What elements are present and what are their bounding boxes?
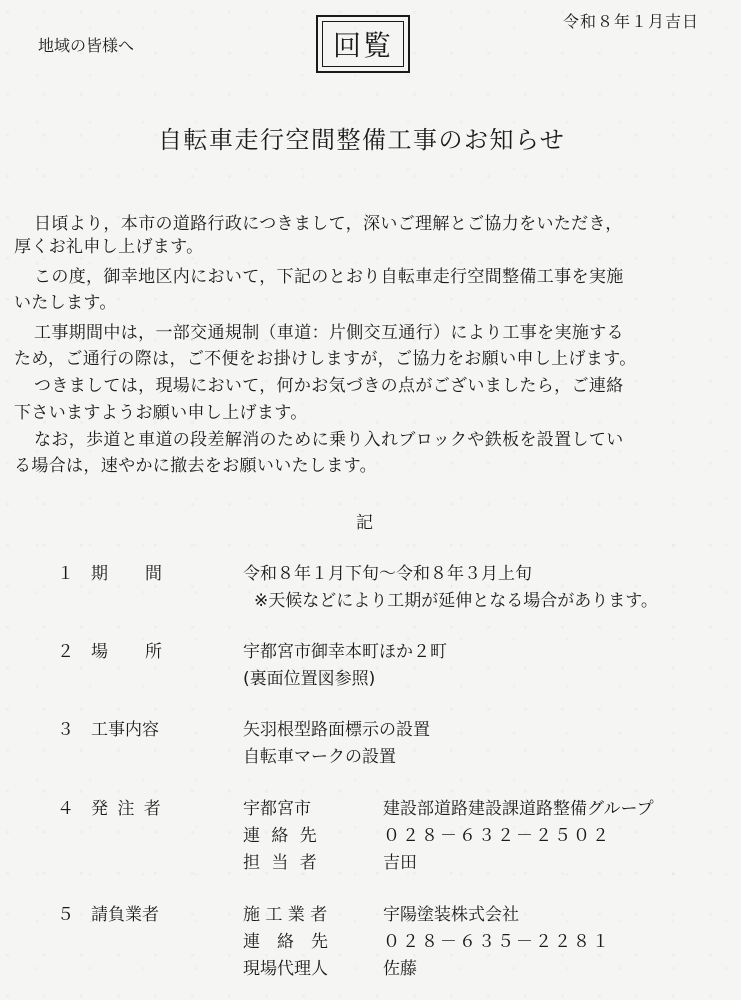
recipients-label: 地域の皆様へ bbox=[38, 36, 135, 55]
paragraph-4-line-2: 下さいますようお願い申し上げます。 bbox=[14, 403, 308, 423]
orderer-contact-label: 連 絡 先 bbox=[243, 826, 320, 846]
place-map-note: (裏面位置図参照) bbox=[243, 669, 376, 689]
item-5-number: ５ bbox=[57, 905, 74, 925]
item-4-number: ４ bbox=[57, 799, 74, 819]
paragraph-3-line-1: 工事期間中は，一部交通規制（車道：片側交互通行）により工事を実施する bbox=[34, 323, 624, 343]
paragraph-2-line-1: この度，御幸地区内において，下記のとおり自転車走行空間整備工事を実施 bbox=[34, 267, 624, 287]
circulation-label: 回覧 bbox=[322, 21, 404, 67]
orderer-department: 建設部道路建設課道路整備グループ bbox=[383, 799, 654, 819]
contractor-agent-label: 現場代理人 bbox=[243, 959, 328, 979]
item-5-label: 請負業者 bbox=[91, 905, 159, 925]
paragraph-1-line-2: 厚くお礼申し上げます。 bbox=[14, 237, 204, 257]
item-2-label: 場 所 bbox=[91, 642, 163, 662]
item-3-number: ３ bbox=[57, 720, 74, 740]
contractor-contact-label: 連 絡 先 bbox=[243, 932, 328, 952]
contractor-company: 宇陽塗装株式会社 bbox=[383, 905, 519, 925]
contractor-agent: 佐藤 bbox=[383, 959, 417, 979]
contractor-phone: ０２８－６３５－２２８１ bbox=[383, 932, 611, 952]
item-3-label: 工事内容 bbox=[91, 720, 159, 740]
content-line-2: 自転車マークの設置 bbox=[243, 747, 396, 767]
item-1-number: １ bbox=[57, 564, 74, 584]
orderer-phone: ０２８－６３２－２５０２ bbox=[383, 826, 611, 846]
ki-heading: 記 bbox=[356, 513, 373, 533]
orderer-person: 吉田 bbox=[383, 853, 417, 873]
content-line-1: 矢羽根型路面標示の設置 bbox=[243, 720, 430, 740]
paragraph-4-line-1: つきましては，現場において，何かお気づきの点がございましたら，ご連絡 bbox=[34, 376, 624, 396]
circulation-stamp bbox=[316, 15, 410, 73]
item-2-number: ２ bbox=[57, 642, 74, 662]
paragraph-5-line-2: る場合は，速やかに撤去をお願いいたします。 bbox=[14, 456, 377, 476]
document-title: 自転車走行空間整備工事のお知らせ bbox=[158, 126, 566, 154]
paragraph-5-line-1: なお，歩道と車道の段差解消のために乗り入れブロックや鉄板を設置してい bbox=[34, 430, 624, 450]
period-dates: 令和８年１月下旬～令和８年３月上旬 bbox=[243, 564, 532, 584]
orderer-organization: 宇都宮市 bbox=[243, 799, 311, 819]
paragraph-3-line-2: ため，ご通行の際は，ご不便をお掛けしますが，ご協力をお願い申し上げます。 bbox=[14, 349, 637, 369]
item-4-label: 発 注 者 bbox=[91, 799, 163, 819]
issue-date: 令和８年１月吉日 bbox=[563, 12, 700, 31]
paragraph-1-line-1: 日頃より，本市の道路行政につきまして，深いご理解とご協力をいただき， bbox=[34, 214, 623, 234]
paragraph-2-line-2: いたします。 bbox=[14, 293, 117, 313]
orderer-person-label: 担 当 者 bbox=[243, 853, 320, 873]
period-note: ※天候などにより工期が延伸となる場合があります。 bbox=[254, 591, 658, 611]
place-address: 宇都宮市御幸本町ほか２町 bbox=[243, 642, 447, 662]
contractor-builder-label: 施 工 業 者 bbox=[243, 905, 328, 925]
item-1-label: 期 間 bbox=[91, 564, 163, 584]
